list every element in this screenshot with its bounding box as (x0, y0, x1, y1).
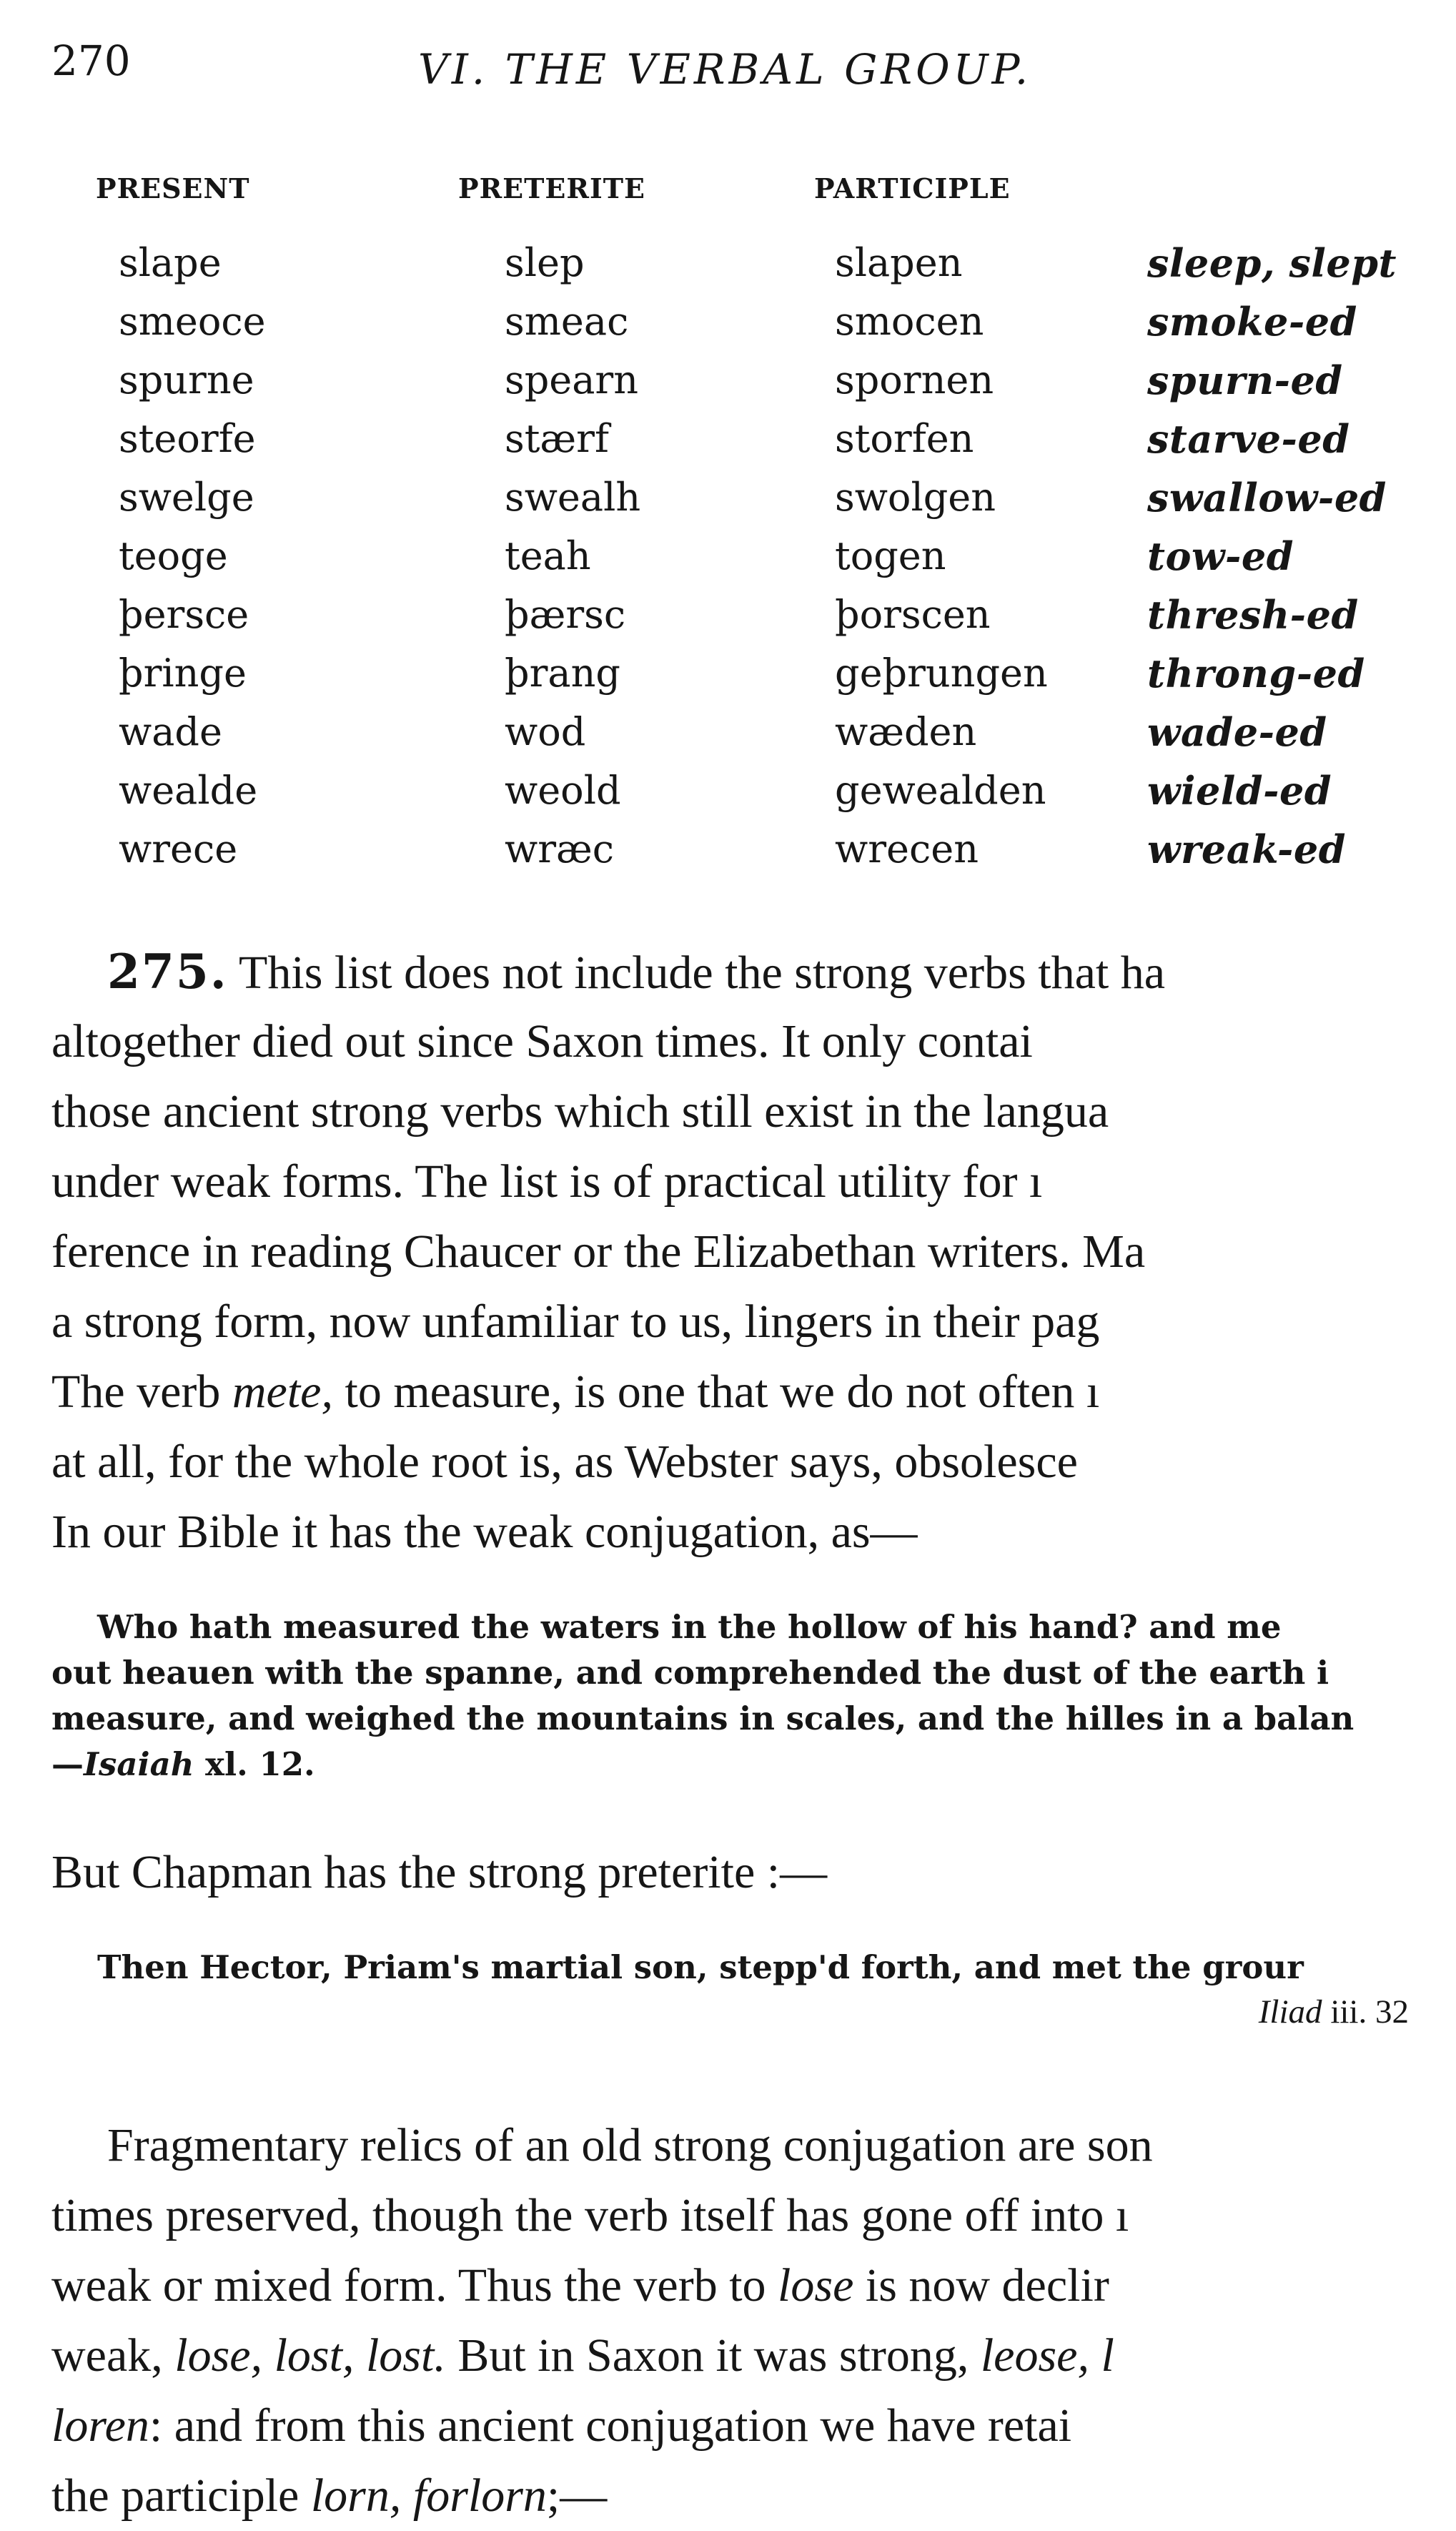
quotation-line: Who hath measured the waters in the hollow of his hand? and me (97, 1608, 1282, 1646)
paragraph-line (51, 2461, 1417, 2531)
source-dash: — (51, 1745, 84, 1783)
paragraph-text: This list does not include the strong verbs that ha (227, 947, 1166, 999)
preterite-form: slep (505, 240, 585, 285)
participle-form: slapen (835, 240, 963, 285)
table-row (0, 644, 1456, 703)
paragraph-text: the participle (51, 2470, 311, 2522)
paragraph-text: The verb (51, 1366, 232, 1418)
present-form: wealde (119, 768, 258, 813)
paragraph-line (51, 2321, 1417, 2391)
italic-word: leose, l (980, 2329, 1114, 2382)
paragraph-line: at all, for the whole root is, as Webster says, obsolesce (51, 1436, 1078, 1488)
participle-form: spornen (835, 357, 994, 403)
present-form: swelge (119, 475, 254, 520)
preterite-form: þrang (505, 651, 620, 696)
paragraph-line: In our Bible it has the weak conjugation, as— (51, 1506, 918, 1558)
modern-form: thresh-ed (1147, 592, 1359, 638)
source-reference: xl. 12. (194, 1745, 315, 1783)
table-row (0, 820, 1456, 879)
present-form: teoge (119, 533, 228, 578)
paragraph-line: ference in reading Chaucer or the Elizabethan writers. Ma (51, 1225, 1146, 1278)
preterite-form: weold (505, 768, 621, 813)
bible-quotation (51, 1604, 1417, 1787)
iliad-citation (1259, 1989, 1409, 2035)
preterite-form: þærsc (505, 592, 626, 637)
source-reference: iii. 32 (1322, 1993, 1409, 2031)
preterite-form: stærf (505, 416, 609, 461)
preterite-form: wod (505, 709, 586, 754)
chapman-quotation: Then Hector, Priam's martial son, stepp'd forth, and met the grour (97, 1948, 1304, 1986)
chapman-introduction: But Chapman has the strong preterite :— (51, 1846, 828, 1898)
table-row (0, 586, 1456, 644)
table-row (0, 351, 1456, 410)
modern-form: starve-ed (1147, 416, 1350, 462)
modern-form: smoke-ed (1147, 299, 1357, 345)
preterite-form: swealh (505, 475, 641, 520)
table-row (0, 410, 1456, 468)
preterite-form: spearn (505, 357, 639, 403)
paragraph-line: Fragmentary relics of an old strong conjugation are son (107, 2119, 1153, 2171)
paragraph-text: But in Saxon it was strong, (445, 2329, 981, 2382)
modern-form: swallow-ed (1147, 475, 1387, 520)
present-form: steorfe (119, 416, 256, 461)
paragraph-text: ;— (546, 2470, 608, 2522)
quotation-line: measure, and weighed the mountains in scales, and the hilles in a balan (51, 1699, 1355, 1737)
paragraph-line (51, 937, 1417, 1007)
participle-form: swolgen (835, 475, 996, 520)
running-title: VI. THE VERBAL GROUP. (418, 45, 1032, 94)
modern-form: wreak-ed (1147, 827, 1347, 872)
present-form: slape (119, 240, 222, 285)
paragraph-line (51, 2251, 1417, 2321)
participle-form: gewealden (835, 768, 1046, 813)
table-row (0, 527, 1456, 586)
participle-form: wrecen (835, 827, 979, 872)
paragraph-text: weak or mixed form. Thus the verb to (51, 2259, 778, 2312)
table-row (0, 292, 1456, 351)
source-title: Iliad (1258, 1993, 1322, 2031)
section-number: 275. (107, 944, 228, 1000)
modern-form: tow-ed (1147, 533, 1294, 579)
participle-form: wæden (835, 709, 977, 754)
paragraph-text: : and from this ancient conjugation we have retai (149, 2399, 1072, 2452)
quotation-line: out heauen with the spanne, and comprehended the dust of the earth i (51, 1654, 1329, 1692)
paragraph-line: altogether died out since Saxon times. It only contai (51, 1015, 1033, 1067)
table-row (0, 468, 1456, 527)
preterite-form: smeac (505, 299, 629, 344)
italic-word: lorn, forlorn (310, 2470, 547, 2522)
italic-word: mete, (232, 1366, 333, 1418)
modern-form: spurn-ed (1147, 357, 1343, 403)
quotation-source (51, 1742, 1417, 1787)
table-row (0, 703, 1456, 761)
paragraph-text: weak, (51, 2329, 175, 2382)
table-row (0, 761, 1456, 820)
paragraph-text: is now declir (853, 2259, 1109, 2312)
participle-form: þorscen (835, 592, 991, 637)
paragraph-line: under weak forms. The list is of practical utility for ı (51, 1155, 1043, 1208)
table-row (0, 234, 1456, 292)
preterite-form: wræc (505, 827, 615, 872)
paragraph-text: to measure, is one that we do not often ı (332, 1366, 1100, 1418)
preterite-form: teah (505, 533, 591, 578)
paragraph-line (51, 1357, 1417, 1427)
present-form: þersce (119, 592, 249, 637)
strong-verb-table (0, 234, 1456, 879)
section-275-paragraph (51, 937, 1417, 1567)
modern-form: wield-ed (1147, 768, 1332, 814)
modern-form: wade-ed (1147, 709, 1327, 755)
present-form: wrece (119, 827, 238, 872)
present-form: smeoce (119, 299, 266, 344)
source-title: Isaiah (84, 1745, 194, 1783)
participle-form: smocen (835, 299, 984, 344)
participle-form: geþrungen (835, 651, 1048, 696)
table-header-present: PRESENT (96, 172, 250, 204)
present-form: wade (119, 709, 222, 754)
modern-form: sleep, slept (1147, 240, 1397, 286)
modern-form: throng-ed (1147, 651, 1365, 696)
paragraph-line: those ancient strong verbs which still exist in the langua (51, 1085, 1109, 1138)
page-number: 270 (51, 36, 131, 85)
italic-word: lose (778, 2259, 854, 2312)
italic-word: loren (51, 2399, 149, 2452)
participle-form: togen (835, 533, 946, 578)
table-header-participle: PARTICIPLE (814, 172, 1011, 204)
paragraph-line (51, 2391, 1417, 2461)
fragmentary-relics-paragraph (51, 2111, 1417, 2531)
italic-word: lose, lost, lost. (174, 2329, 446, 2382)
table-header-preterite: PRETERITE (458, 172, 645, 204)
present-form: þringe (119, 651, 247, 696)
present-form: spurne (119, 357, 254, 403)
paragraph-line: times preserved, though the verb itself has gone off into ı (51, 2189, 1129, 2241)
participle-form: storfen (835, 416, 974, 461)
paragraph-line: a strong form, now unfamiliar to us, lingers in their pag (51, 1296, 1100, 1348)
